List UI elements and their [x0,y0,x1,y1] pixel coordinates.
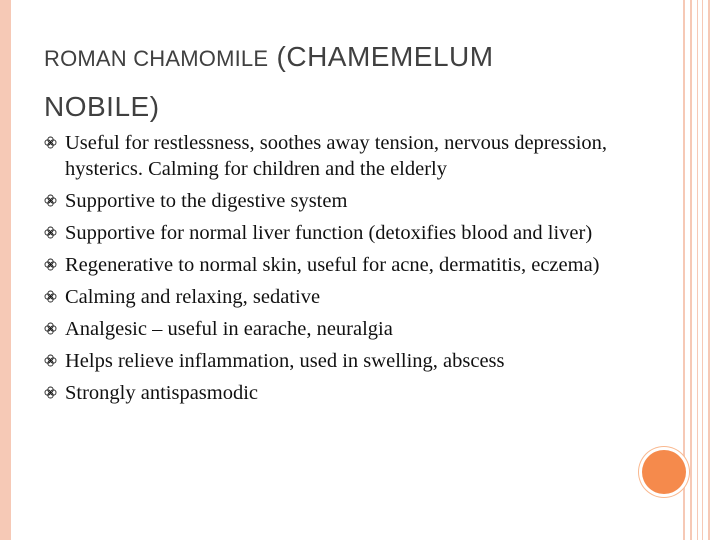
title-small-part: ROMAN CHAMOMILE [44,46,269,71]
bullet-icon [44,322,57,335]
right-decor-line [683,0,685,540]
title-big-part-1: (CHAMEMELUM [268,41,494,72]
bullet-icon [44,226,57,239]
bullet-text: Supportive for normal liver function (detoxifies blood and liver) [65,222,593,244]
bullet-text: Strongly antispasmodic [65,382,259,404]
bullet-icon [44,386,57,399]
bullet-icon [44,136,57,149]
bullet-item [44,380,634,406]
right-decor-line [708,0,710,540]
bullet-item [44,220,634,246]
title-big-part-2: NOBILE) [44,91,160,122]
bullet-item [44,252,634,278]
bullet-text: Analgesic – useful in earache, neuralgia [65,318,393,340]
bullet-text: Helps relieve inflammation, used in swelling, abscess [65,350,505,372]
bullet-icon [44,258,57,271]
bullet-icon [44,194,57,207]
bullet-list [44,130,634,412]
bullet-text: Supportive to the digestive system [65,190,348,212]
orange-circle-decoration [642,450,686,494]
right-decor-line [702,0,703,540]
bullet-item [44,348,634,374]
left-accent-bar [0,0,11,540]
right-decor-line [690,0,692,540]
bullet-icon [44,290,57,303]
slide-title [44,32,644,130]
bullet-item [44,284,634,310]
bullet-item [44,130,634,182]
right-decor-line [697,0,698,540]
bullet-text: Calming and relaxing, sedative [65,286,321,308]
bullet-item [44,316,634,342]
bullet-item [44,188,634,214]
bullet-icon [44,354,57,367]
bullet-text: Regenerative to normal skin, useful for acne, dermatitis, eczema) [65,254,600,276]
bullet-text: Useful for restlessness, soothes away tension, nervous depression, hysterics. Calming for children and the elderly [65,132,608,180]
